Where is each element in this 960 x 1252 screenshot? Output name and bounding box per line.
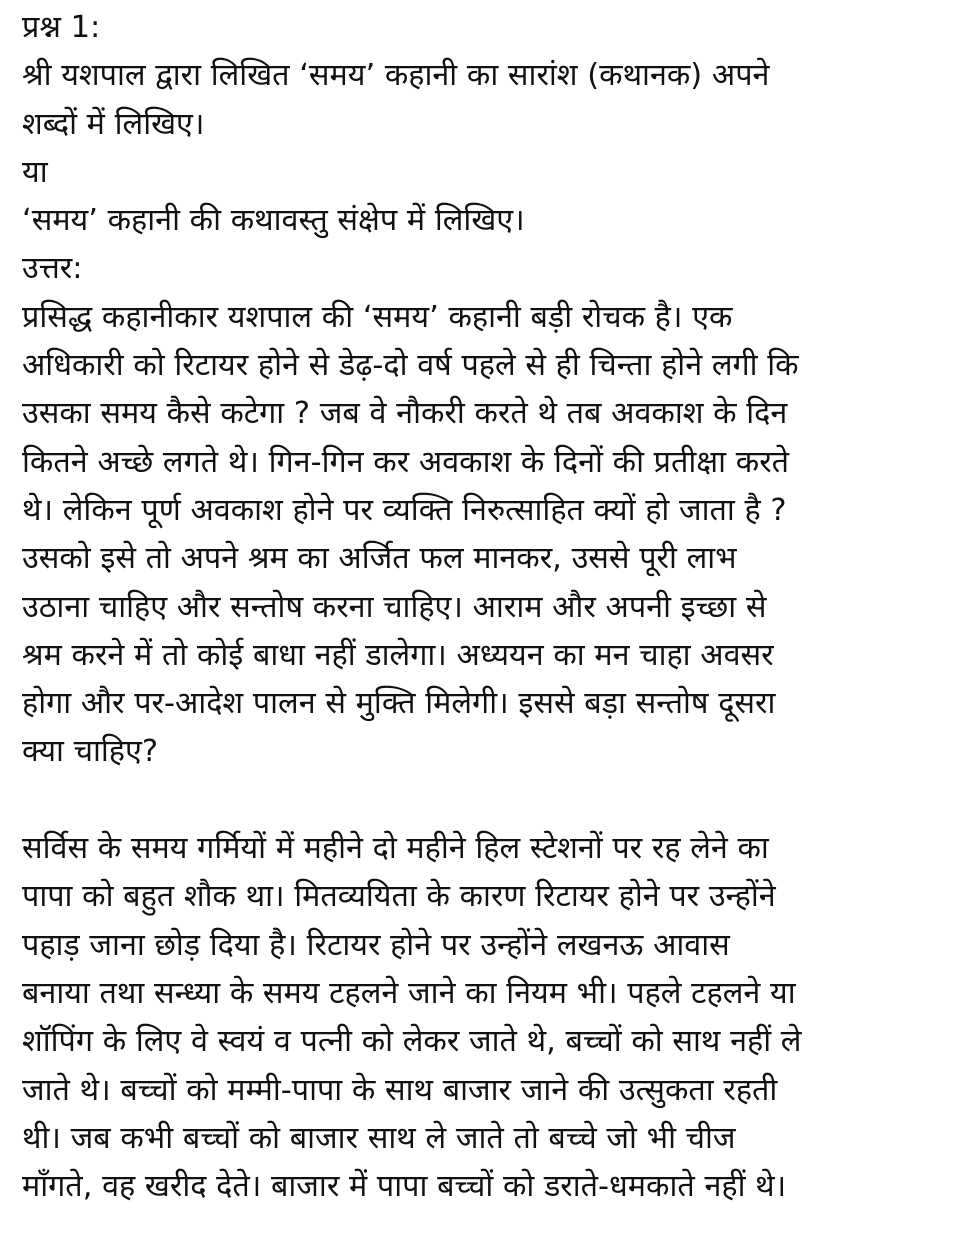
alt-question: ‘समय’ कहानी की कथावस्तु संक्षेप में लिखिए।: [22, 203, 525, 239]
paragraph-line: पापा को बहुत शौक था। मितव्ययिता के कारण रिटायर होने पर उन्होंने: [22, 879, 776, 915]
question-line: श्री यशपाल द्वारा लिखित ‘समय’ कहानी का सारांश (कथानक) अपने: [22, 58, 770, 94]
answer-paragraph-2: [22, 825, 942, 1211]
paragraph-line: उसका समय कैसे कटेगा ? जब वे नौकरी करते थे तब अवकाश के दिन: [22, 396, 788, 432]
paragraph-line: कितने अच्छे लगते थे। गिन-गिन कर अवकाश के दिनों की प्रतीक्षा करते: [22, 444, 790, 480]
paragraph-line: प्रसिद्ध कहानीकार यशपाल की ‘समय’ कहानी बड़ी रोचक है। एक: [22, 299, 733, 335]
question-label: प्रश्न 1:: [22, 10, 101, 45]
paragraph-line: श्रम करने में तो कोई बाधा नहीं डालेगा। अध्ययन का मन चाहा अवसर: [22, 637, 774, 673]
paragraph-gap: [22, 777, 942, 825]
paragraph-line: क्या चाहिए?: [22, 734, 159, 770]
paragraph-line: पहाड़ जाना छोड़ दिया है। रिटायर होने पर उन्होंने लखनऊ आवास: [22, 927, 730, 963]
paragraph-line: अधिकारी को रिटायर होने से डेढ़-दो वर्ष पहले से ही चिन्ता होने लगी कि: [22, 348, 799, 384]
paragraph-line: बनाया तथा सन्ध्या के समय टहलने जाने का नियम भी। पहले टहलने या: [22, 975, 796, 1011]
question-line: शब्दों में लिखिए।: [22, 106, 205, 142]
document-page: [22, 4, 942, 1211]
paragraph-line: होगा और पर-आदेश पालन से मुक्ति मिलेगी। इससे बड़ा सन्तोष दूसरा: [22, 686, 776, 722]
paragraph-line: सर्विस के समय गर्मियों में महीने दो महीने हिल स्टेशनों पर रह लेने का: [22, 831, 769, 867]
answer-paragraph-1: [22, 294, 942, 777]
or-label: या: [22, 154, 48, 190]
paragraph-line: उसको इसे तो अपने श्रम का अर्जित फल मानकर, उससे पूरी लाभ: [22, 541, 737, 577]
paragraph-line: माँगते, वह खरीद देते। बाजार में पापा बच्चों को डराते-धमकाते नहीं थे।: [22, 1169, 787, 1205]
paragraph-line: जाते थे। बच्चों को मम्मी-पापा के साथ बाजार जाने की उत्सुकता रहती: [22, 1072, 778, 1108]
paragraph-line: शॉपिंग के लिए वे स्वयं व पत्नी को लेकर जाते थे, बच्चों को साथ नहीं ले: [22, 1024, 802, 1060]
paragraph-line: थी। जब कभी बच्चों को बाजार साथ ले जाते तो बच्चे जो भी चीज: [22, 1120, 736, 1156]
paragraph-line: थे। लेकिन पूर्ण अवकाश होने पर व्यक्ति निरुत्साहित क्यों हो जाता है ?: [22, 492, 787, 528]
paragraph-line: उठाना चाहिए और सन्तोष करना चाहिए। आराम और अपनी इच्छा से: [22, 589, 767, 625]
answer-label: उत्तर:: [22, 251, 83, 287]
